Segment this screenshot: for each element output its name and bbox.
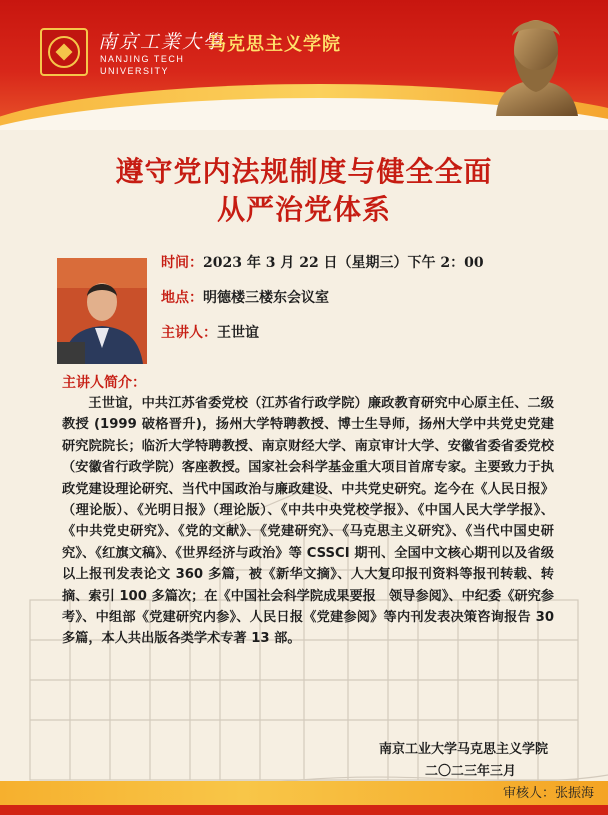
bio-heading: 主讲人简介：: [62, 375, 146, 391]
reviewer-credit: 审核人：张振海: [502, 786, 594, 801]
place-label: 地点：: [161, 290, 203, 306]
speaker-portrait-icon: [57, 258, 147, 364]
talk-title-line2: 从严治党体系: [216, 193, 391, 226]
speaker-row: [161, 322, 259, 342]
university-name-cn: 南京工業大學: [98, 31, 225, 53]
time-row: [161, 252, 484, 272]
time-value: 2023 年 3 月 22 日（星期三）下午 2：00: [203, 255, 484, 271]
speaker-value: 王世谊: [217, 325, 259, 341]
university-emblem-icon: [40, 28, 88, 76]
marx-bust-icon: [488, 6, 584, 116]
university-name-en-line2: UNIVERSITY: [100, 66, 170, 76]
header-banner: [0, 0, 608, 130]
footer-red-stripe: [0, 805, 608, 815]
bio-text: 王世谊，中共江苏省委党校（江苏省行政学院）廉政教育研究中心原主任、二级教授 (1999 破格晋升)，扬州大学特聘教授、博士生导师，扬州大学中共党史党建研究院院长；临沂大学特聘教授、南京财经大学、南京审计大学、安徽省委省委党校（安徽省行政学院）客座教授。国家社会科学基金重大项目首席专家。主要致力于执政党建设理论研究、当代中国政治与廉政建设、中共党史研究。迄今在《人民日报》（理论版）、《光明日报》（理论版）、《中共中央党校学报》、《中国人民大学学报》、《中共党史研究》、《党的文献》、《党建研究》、《马克思主义研究》、《当代中国史研究》、《红旗文稿》、《世界经济与政治》等 CSSCI 期刊、全国中文核心期刊以及省级以上报刊发表论文 360 多篇，被《新华文摘》、人大复印报刊资料等报刊转载、转摘、索引 100 多篇次；在《中国社会科学院成果要报 领导参阅》、中纪委《研究参考》、中组部《党建研究内参》、人民日报《党建参阅》等内刊发表决策咨询报告 30 多篇，本人共出版各类学术专著 13 部。: [62, 396, 554, 647]
university-name-en-line1: NANJING TECH: [100, 54, 185, 64]
place-value: 明德楼三楼东会议室: [203, 290, 329, 306]
time-label: 时间：: [161, 255, 203, 271]
talk-title-line1: 遵守党内法规制度与健全全面: [115, 155, 493, 188]
signature-date: 二〇二三年三月: [424, 764, 516, 779]
place-row: [161, 287, 329, 307]
signature-org: 南京工业大学马克思主义学院: [378, 742, 548, 757]
speaker-label: 主讲人：: [161, 325, 217, 341]
speaker-photo: [57, 258, 147, 364]
college-name: 马克思主义学院: [208, 34, 341, 55]
